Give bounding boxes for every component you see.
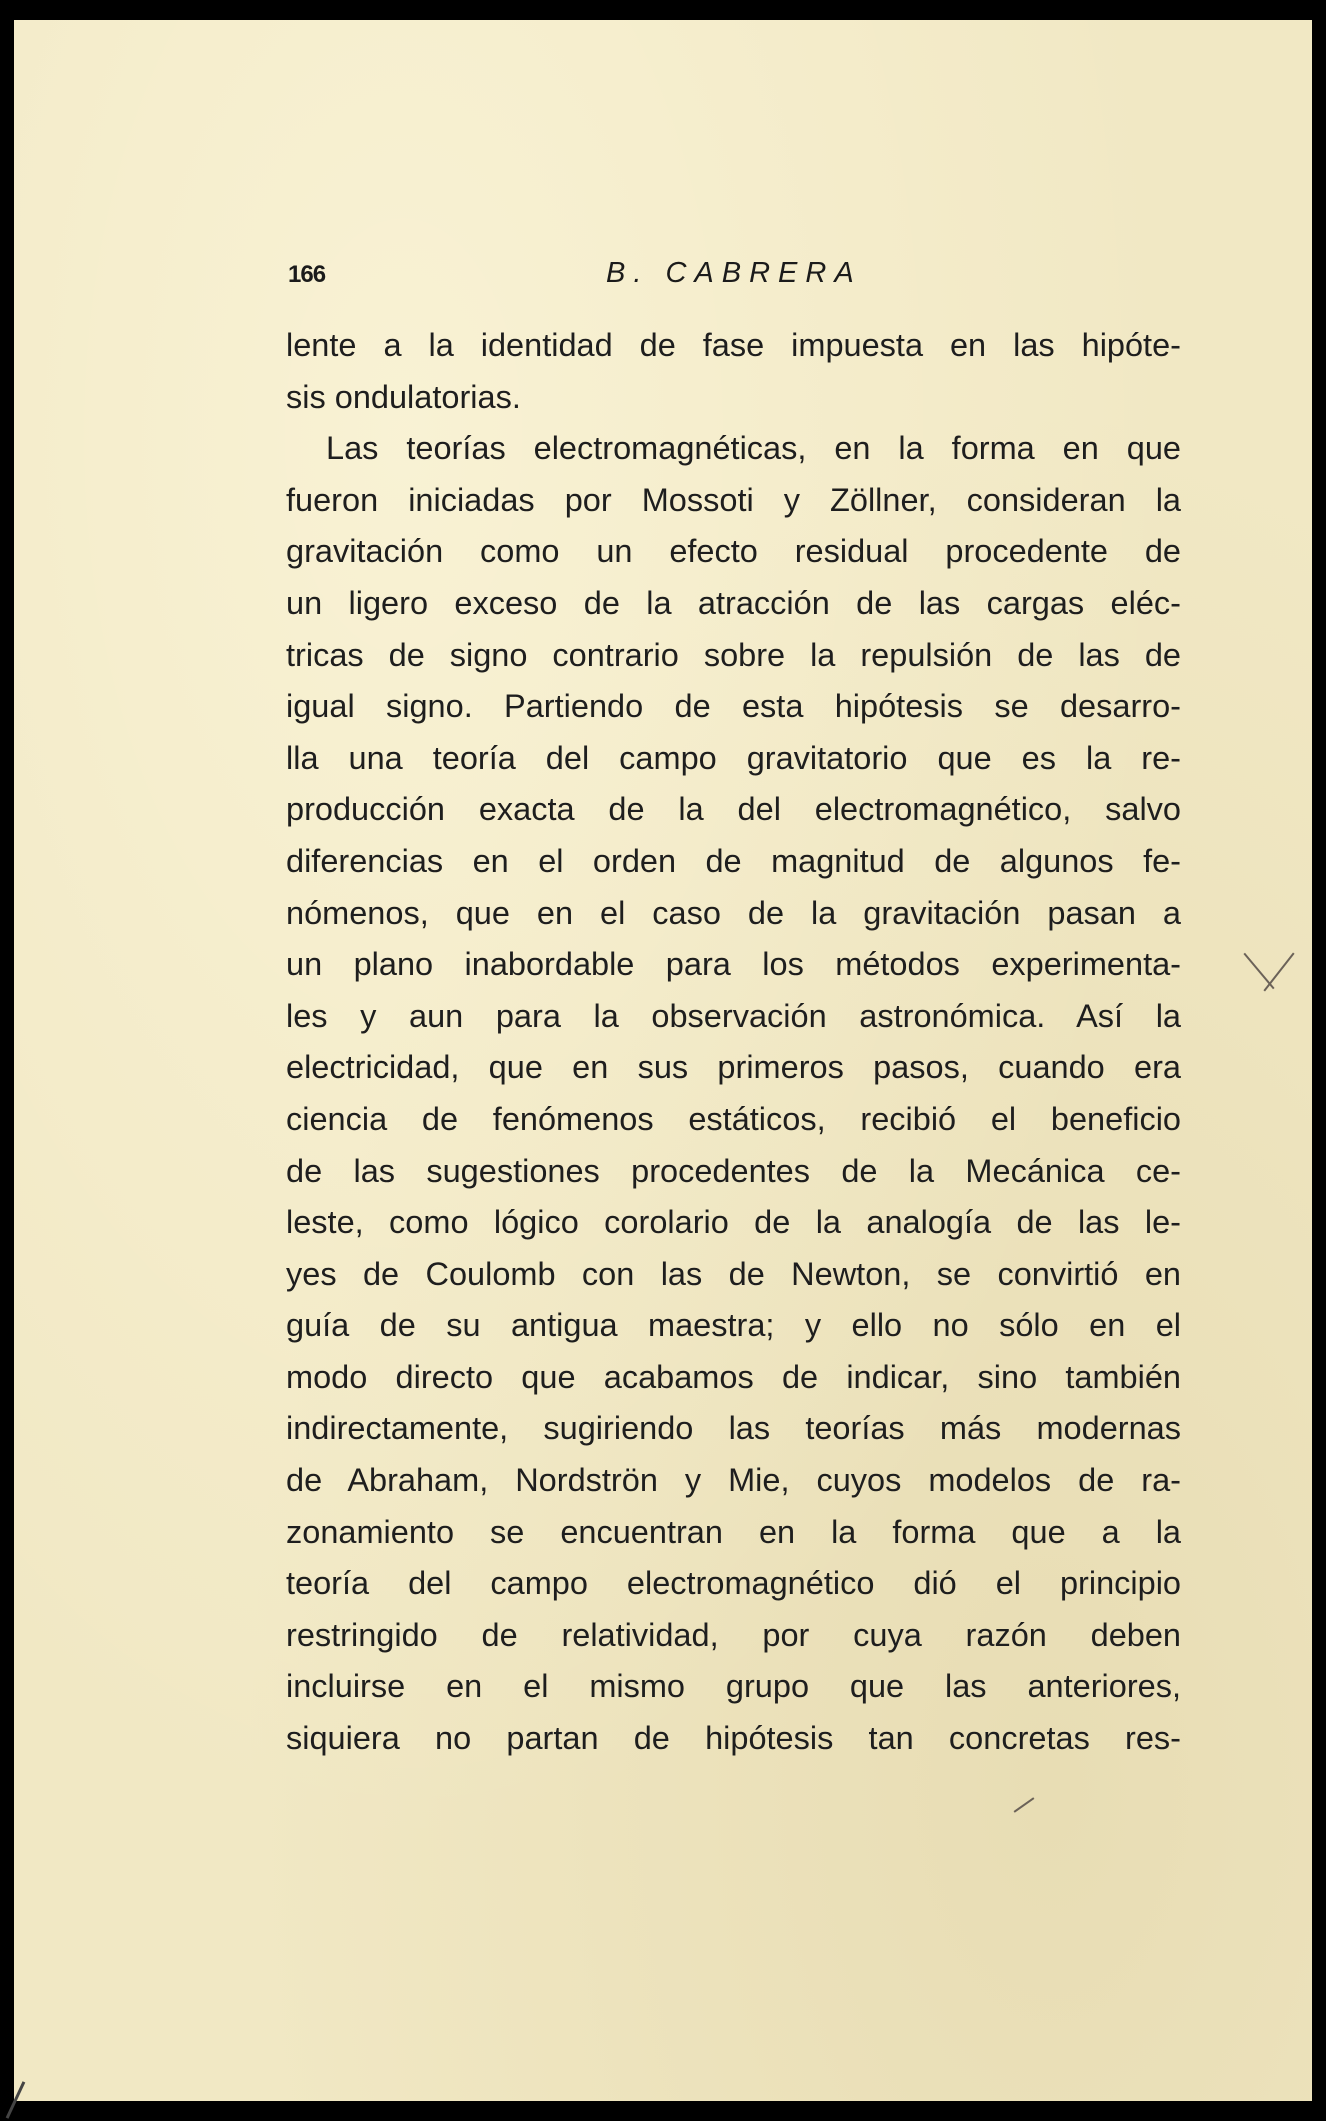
text-line: ciencia de fenómenos estáticos, recibió el beneficio [286,1100,1181,1137]
text-line: fueron iniciadas por Mossoti y Zöllner, consideran la [286,481,1181,518]
page-number: 166 [288,261,326,288]
text-line: sis ondulatorias. [286,378,521,415]
body-text [286,320,1181,1765]
text-line: zonamiento se encuentran en la forma que a la [286,1513,1181,1550]
text-line: producción exacta de la del electromagnético, salvo [286,791,1181,828]
text-line: leste, como lógico corolario de la analogía de las le- [286,1204,1181,1241]
text-line: lente a la identidad de fase impuesta en las hipóte- [286,327,1181,363]
book-page [14,20,1312,2101]
text-line: tricas de signo contrario sobre la repulsión de las de [286,636,1181,673]
text-line: yes de Coulomb con las de Newton, se convirtió en [286,1255,1181,1292]
text-line: igual signo. Partiendo de esta hipótesis se desarro- [286,688,1181,725]
text-line: nómenos, que en el caso de la gravitación pasan a [286,894,1181,931]
text-line: gravitación como un efecto residual procedente de [286,533,1181,570]
text-line: de Abraham, Nordströn y Mie, cuyos modelos de ra- [286,1462,1181,1499]
header-author: B. CABRERA [606,257,862,289]
text-line: siquiera no partan de hipótesis tan concretas res- [286,1720,1181,1757]
running-head [272,257,972,297]
text-line: incluirse en el mismo grupo que las anteriores, [286,1668,1181,1705]
text-line: les y aun para la observación astronómica. Así la [286,997,1181,1034]
text-line: electricidad, que en sus primeros pasos, cuando era [286,1049,1181,1086]
paragraph-start-line: Las teorías electromagnéticas, en la forma en que [326,430,1181,467]
text-line: modo directo que acabamos de indicar, sino también [286,1358,1181,1395]
text-line: guía de su antigua maestra; y ello no sólo en el [286,1307,1181,1344]
text-line: un plano inabordable para los métodos experimenta- [286,946,1181,983]
text-line: teoría del campo electromagnético dió el principio [286,1565,1181,1602]
text-line: un ligero exceso de la atracción de las cargas eléc- [286,584,1181,621]
text-line: diferencias en el orden de magnitud de algunos fe- [286,842,1181,879]
text-line: restringido de relatividad, por cuya razón deben [286,1616,1181,1653]
text-line: de las sugestiones procedentes de la Mecánica ce- [286,1152,1181,1189]
text-line: indirectamente, sugiriendo las teorías más modernas [286,1410,1181,1447]
text-line: lla una teoría del campo gravitatorio que es la re- [286,739,1181,776]
